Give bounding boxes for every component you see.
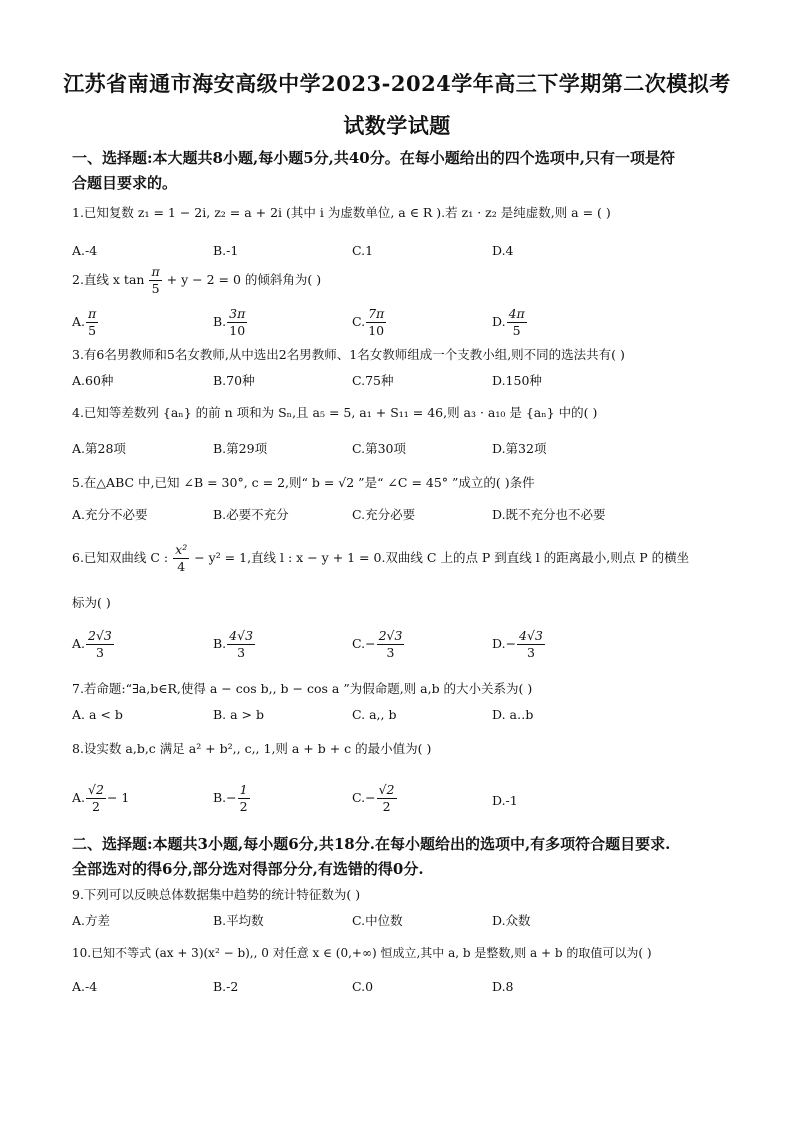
- q8-option-c: [352, 782, 398, 815]
- q6-d-label: D.: [492, 636, 506, 651]
- q3-option-d: D.150种: [492, 373, 542, 388]
- question-10-stem: 10.已知不等式 (ax + 3)(x² − b),, 0 对任意 x ∈ (0,+∞) 恒成立,其中 a, b 是整数,则 a + b 的取值可以为( ): [72, 946, 652, 960]
- q6-d-den: 3: [527, 645, 535, 660]
- q8-c-den: 2: [382, 799, 391, 814]
- q4-option-c: C.第30项: [352, 441, 406, 456]
- q6-option-a: [72, 628, 115, 661]
- q2-stem-fraction: [149, 264, 161, 297]
- q6-stem-pre: 6.已知双曲线 C :: [72, 550, 169, 565]
- q6-c-label: C.: [352, 636, 366, 651]
- q2-b-den: 10: [229, 323, 246, 338]
- q8-option-d: D.-1: [492, 793, 518, 808]
- q2-d-label: D.: [492, 314, 506, 329]
- q8-b-label: B.: [213, 790, 227, 805]
- q8-c-label: C.: [352, 790, 366, 805]
- q2-a-den: 5: [88, 323, 97, 338]
- q7-option-b: B. a > b: [213, 707, 265, 722]
- q6-b-num: 4√3: [229, 628, 254, 643]
- q10-option-a: A.-4: [72, 979, 98, 994]
- question-2-options: [72, 306, 732, 346]
- question-6-stem-line2: 标为( ): [72, 595, 111, 610]
- q6-a-num: 2√3: [88, 628, 112, 643]
- section1-line2: 合题目要求的。: [72, 174, 178, 192]
- question-5-options: [72, 506, 732, 536]
- question-1-stem: 1.已知复数 z₁ = 1 − 2i, z₂ = a + 2i (其中 i 为虚数单位, a ∈ R ).若 z₁ · z₂ 是纯虚数,则 a = ( ): [72, 205, 611, 220]
- q2-option-d: [492, 306, 528, 339]
- question-8-options: [72, 782, 732, 822]
- q1-option-b: B.-1: [213, 243, 239, 258]
- exam-title-line2: 试数学试题: [343, 113, 451, 138]
- q6-a-den: 3: [95, 645, 104, 660]
- q8-c-sign: −: [365, 790, 376, 805]
- question-10-options: [72, 978, 732, 1008]
- q8-b-sign: −: [226, 790, 237, 805]
- q8-a-label: A.: [72, 790, 86, 805]
- q6-option-c: [352, 628, 405, 661]
- question-3-stem: 3.有6名男教师和5名女教师,从中选出2名男教师、1名女教师组成一个支教小组,则不同的选法共有( ): [72, 347, 625, 362]
- q6-frac-den: 4: [177, 559, 186, 574]
- q6-c-den: 3: [386, 645, 395, 660]
- q2-option-b: [213, 306, 248, 339]
- q7-option-c: C. a,, b: [352, 707, 397, 722]
- q8-b-den: 2: [239, 799, 248, 814]
- q2-b-label: B.: [213, 314, 227, 329]
- question-2-stem: [72, 264, 732, 297]
- q6-d-sign: −: [505, 636, 517, 651]
- q1-option-d: D.4: [492, 243, 514, 258]
- q8-option-a: [72, 782, 129, 815]
- q9-option-c: C.中位数: [352, 913, 403, 928]
- q8-b-num: 1: [239, 782, 248, 797]
- q8-option-b: [213, 782, 251, 815]
- q6-option-b: [213, 628, 256, 661]
- q3-option-a: A.60种: [72, 373, 114, 388]
- q2-c-label: C.: [352, 314, 366, 329]
- q7-option-a: A. a < b: [72, 707, 123, 722]
- q2-a-label: A.: [72, 314, 86, 329]
- q4-option-b: B.第29项: [213, 441, 268, 456]
- q10-option-c: C.0: [352, 979, 374, 994]
- q5-option-d: D.既不充分也不必要: [492, 507, 606, 522]
- q9-option-a: A.方差: [72, 913, 111, 928]
- question-3-options: [72, 372, 732, 402]
- q8-c-num: √2: [378, 782, 395, 797]
- q6-option-d: [492, 628, 546, 661]
- q6-stem-fraction: [173, 542, 189, 575]
- q6-frac-num: x²: [175, 542, 188, 557]
- question-8-stem: 8.设实数 a,b,c 满足 a² + b²,, c,, 1,则 a + b + c 的最小值为( ): [72, 741, 432, 756]
- q5-option-c: C.充分必要: [352, 507, 416, 522]
- q2-option-a: [72, 306, 99, 339]
- question-5-stem: 5.在△ABC 中,已知 ∠B = 30°, c = 2,则“ b = √2 ”是“ ∠C = 45° ”成立的( )条件: [72, 475, 535, 490]
- question-9-stem: 9.下列可以反映总体数据集中趋势的统计特征数为( ): [72, 887, 361, 902]
- section2-line1: 二、选择题:本题共3小题,每小题6分,共18分.在每小题给出的选项中,有多项符合题目要求.: [72, 835, 671, 853]
- question-6-options: [72, 628, 732, 668]
- q9-option-d: D.众数: [492, 913, 531, 928]
- q6-c-sign: −: [365, 636, 376, 651]
- q8-a-num: √2: [88, 782, 104, 797]
- q2-frac-num: π: [151, 264, 160, 279]
- q6-d-num: 4√3: [519, 628, 543, 643]
- question-4-stem: 4.已知等差数列 {aₙ} 的前 n 项和为 Sₙ,且 a₅ = 5, a₁ + S₁₁ = 46,则 a₃ · a₁₀ 是 {aₙ} 中的( ): [72, 405, 598, 420]
- q4-option-a: A.第28项: [72, 441, 126, 456]
- q5-option-a: A.充分不必要: [72, 507, 148, 522]
- section2-heading: [72, 832, 732, 882]
- question-7-options: [72, 706, 732, 736]
- q8-a-den: 2: [92, 799, 100, 814]
- q6-a-label: A.: [72, 636, 86, 651]
- q9-option-b: B.平均数: [213, 913, 264, 928]
- section1-heading: [72, 146, 732, 196]
- q2-c-num: 7π: [368, 306, 385, 321]
- question-7-stem: 7.若命题:“∃a,b∈R,使得 a − cos b,, b − cos a ”为假命题,则 a,b 的大小关系为( ): [72, 681, 533, 696]
- q3-option-b: B.70种: [213, 373, 255, 388]
- section1-line1: 一、选择题:本大题共8小题,每小题5分,共40分。在每小题给出的四个选项中,只有一项是符: [72, 149, 675, 167]
- q6-c-num: 2√3: [378, 628, 403, 643]
- q6-b-den: 3: [237, 645, 246, 660]
- q6-b-label: B.: [213, 636, 227, 651]
- q2-d-den: 5: [512, 323, 521, 338]
- q2-c-den: 10: [368, 323, 385, 338]
- question-6-stem: [72, 542, 732, 575]
- q2-stem-pre: 2.直线 x tan: [72, 272, 145, 287]
- q5-option-b: B.必要不充分: [213, 507, 289, 522]
- q1-option-c: C.1: [352, 243, 374, 258]
- q7-option-d: D. a‥b: [492, 707, 534, 722]
- question-9-options: [72, 912, 732, 942]
- exam-title-line1: 江苏省南通市海安高级中学2023-2024学年高三下学期第二次模拟考: [63, 71, 731, 96]
- q10-option-b: B.-2: [213, 979, 239, 994]
- q8-a-tail: − 1: [106, 790, 130, 805]
- q2-option-c: [352, 306, 387, 339]
- q3-option-c: C.75种: [352, 373, 394, 388]
- q4-option-d: D.第32项: [492, 441, 547, 456]
- section2-line2: 全部选对的得6分,部分选对得部分分,有选错的得0分.: [72, 860, 424, 878]
- q2-b-num: 3π: [229, 306, 246, 321]
- q1-option-a: A.-4: [72, 243, 98, 258]
- q2-stem-post: + y − 2 = 0 的倾斜角为( ): [166, 272, 322, 287]
- q2-d-num: 4π: [508, 306, 525, 321]
- q2-a-num: π: [88, 306, 97, 321]
- question-4-options: [72, 440, 732, 470]
- q2-frac-den: 5: [151, 281, 160, 296]
- q6-stem-post: − y² = 1,直线 l : x − y + 1 = 0.双曲线 C 上的点 P 到直线 l 的距离最小,则点 P 的横坐: [194, 550, 690, 565]
- q10-option-d: D.8: [492, 979, 514, 994]
